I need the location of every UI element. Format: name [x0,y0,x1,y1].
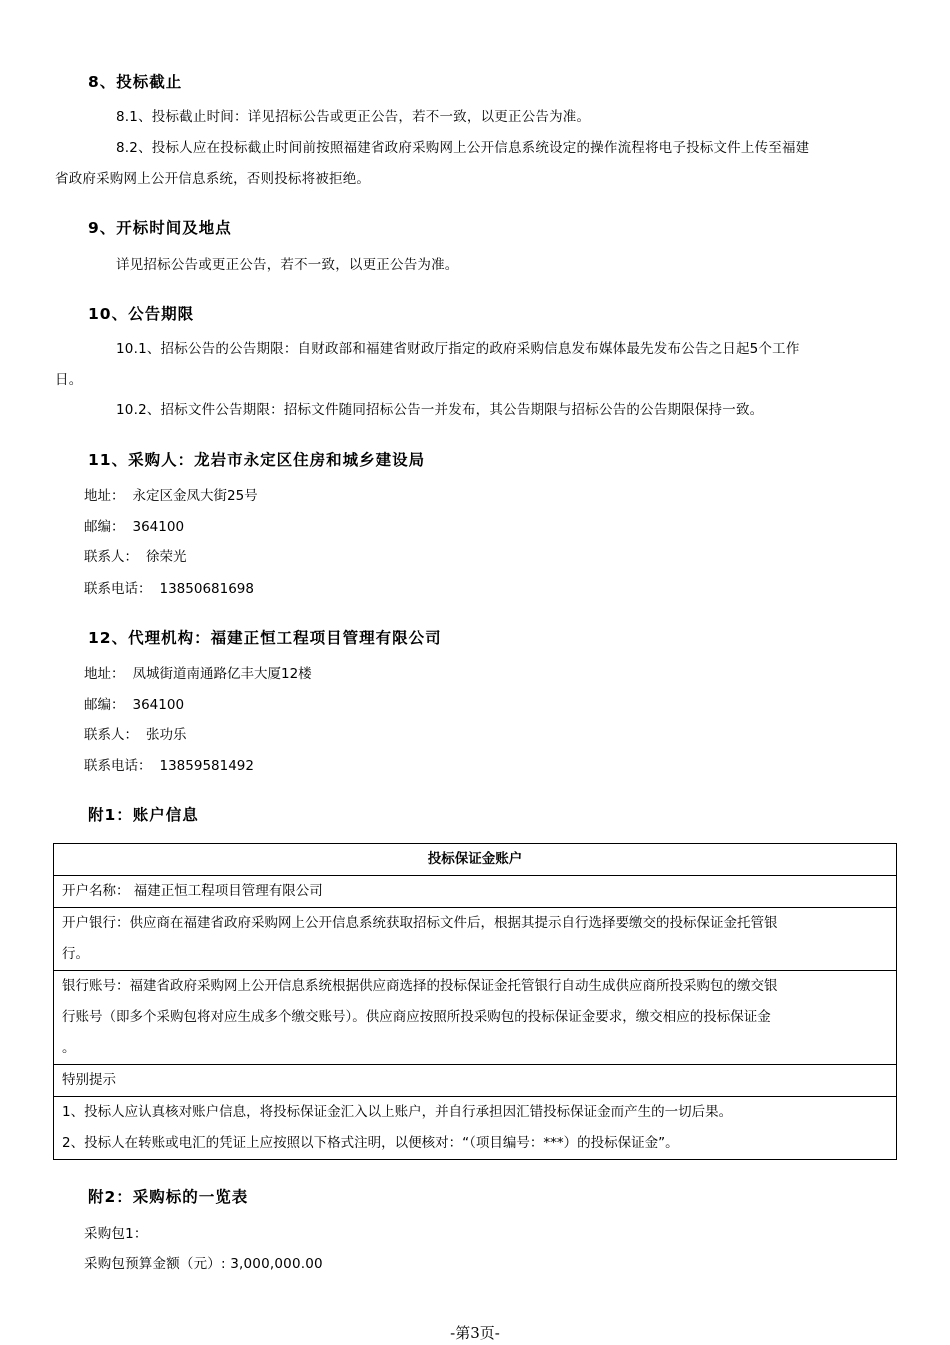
section-8-2-text-line1: 8.2、投标人应在投标截止时间前按照福建省政府采购网上公开信息系统设定的操作流程将电子投标文件上传至福建 [116,140,810,156]
postcode-label: 邮编： [84,519,125,535]
account-number-line3: 。 [62,1040,76,1056]
agency-postcode [84,693,184,713]
purchaser-address [84,484,258,504]
section-10-1-text-line1: 10.1、招标公告的公告期限：自财政部和福建省财政厅指定的政府采购信息发布媒体最先发布公告之日起5个工作 [116,341,800,357]
account-number-line2: 行账号（即多个采购包将对应生成多个缴交账号）。供应商应按照所投采购包的投标保证金要求，缴交相应的投标保证金 [62,1009,771,1025]
postcode-value: 364100 [132,697,185,713]
purchaser-postcode [84,515,184,535]
table-row [54,1097,897,1160]
attachment-1-heading: 附1：账户信息 [88,806,199,824]
account-name-cell: 开户名称： 福建正恒工程项目管理有限公司 [54,876,897,908]
table-row [54,876,897,908]
contact-label: 联系人： [84,727,138,743]
notice-item-2: 2、投标人在转账或电汇的凭证上应按照以下格式注明，以便核对：“（项目编号：***）的投标保证金”。 [62,1135,679,1151]
section-10-2-text: 10.2、招标文件公告期限：招标文件随同招标公告一并发布，其公告期限与招标公告的公告期限保持一致。 [116,402,764,418]
agency-phone [84,754,254,774]
phone-value: 13859581492 [159,758,254,774]
purchaser-contact [84,545,187,565]
contact-value: 徐荣光 [146,549,187,565]
address-value: 凤城街道南通路亿丰大厦12楼 [132,666,312,682]
phone-label: 联系电话： [84,581,152,597]
section-11-heading: 11、采购人：龙岩市永定区住房和城乡建设局 [88,451,426,469]
address-value: 永定区金凤大街25号 [132,488,258,504]
attachment-2-heading: 附2：采购标的一览表 [88,1188,249,1206]
section-8-heading: 8、投标截止 [88,73,183,91]
section-10-1-text-line2: 日。 [55,372,83,388]
table-row [54,971,897,1065]
section-8-1-text: 8.1、投标截止时间：详见招标公告或更正公告，若不一致，以更正公告为准。 [116,109,591,125]
agency-contact [84,723,187,743]
account-number-cell [54,971,897,1065]
account-bank-cell [54,908,897,971]
notice-title-cell: 特别提示 [54,1065,897,1097]
table-row [54,844,897,876]
address-label: 地址： [84,666,125,682]
table-row [54,908,897,971]
notice-cell [54,1097,897,1160]
notice-item-1: 1、投标人应认真核对账户信息，将投标保证金汇入以上账户，并自行承担因汇错投标保证金而产生的一切后果。 [62,1104,733,1120]
address-label: 地址： [84,488,125,504]
agency-address [84,662,312,682]
account-number-line1: 银行账号：福建省政府采购网上公开信息系统根据供应商选择的投标保证金托管银行自动生成供应商所投采购包的缴交银 [62,978,778,994]
section-12-heading: 12、代理机构：福建正恒工程项目管理有限公司 [88,629,442,647]
postcode-value: 364100 [132,519,185,535]
purchaser-phone [84,577,254,597]
deposit-account-table [53,843,897,1160]
account-bank-line2: 行。 [62,946,89,962]
page-number: -第3页- [450,1324,500,1342]
phone-value: 13850681698 [159,581,254,597]
package-budget: 采购包预算金额（元）: 3,000,000.00 [84,1256,323,1272]
table-title: 投标保证金账户 [54,844,897,876]
postcode-label: 邮编： [84,697,125,713]
contact-value: 张功乐 [146,727,187,743]
section-10-heading: 10、公告期限 [88,305,195,323]
section-8-2-text-line2: 省政府采购网上公开信息系统，否则投标将被拒绝。 [55,171,371,187]
package-label: 采购包1： [84,1226,148,1242]
section-9-heading: 9、开标时间及地点 [88,219,232,237]
contact-label: 联系人： [84,549,138,565]
phone-label: 联系电话： [84,758,152,774]
account-bank-line1: 开户银行：供应商在福建省政府采购网上公开信息系统获取招标文件后，根据其提示自行选择要缴交的投标保证金托管银 [62,915,778,931]
section-9-text: 详见招标公告或更正公告，若不一致，以更正公告为准。 [116,257,459,273]
table-row [54,1065,897,1097]
